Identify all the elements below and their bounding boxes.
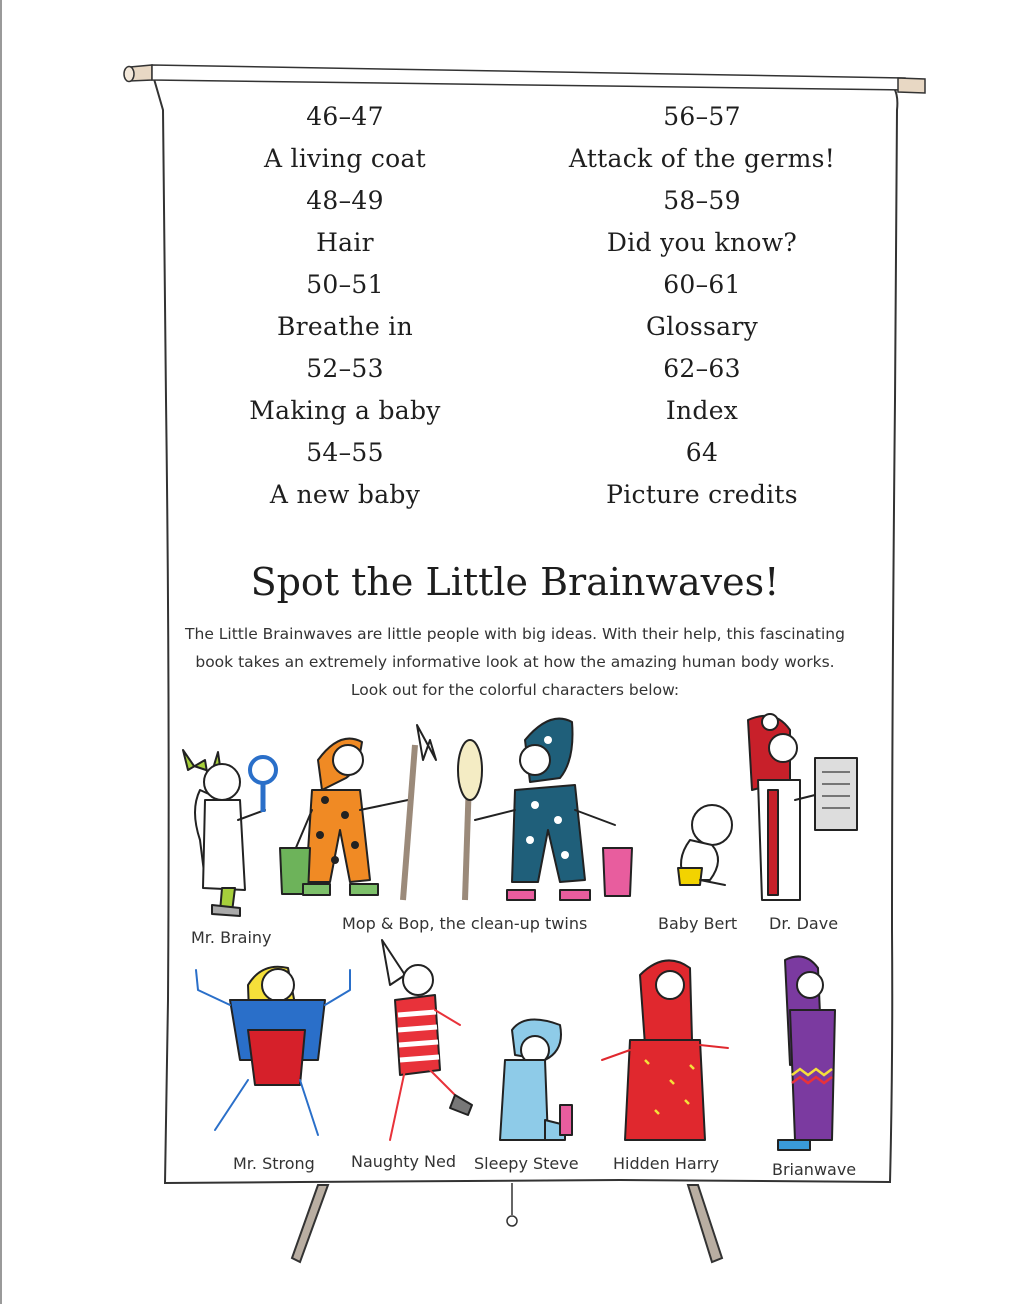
character-label: Sleepy Steve (474, 1154, 579, 1173)
character-label: Mr. Strong (233, 1154, 315, 1173)
toc-page-range: 62–63 (663, 354, 741, 383)
character-label: Baby Bert (658, 914, 738, 933)
character-label: Hidden Harry (613, 1154, 720, 1173)
toc-page-range: 52–53 (306, 354, 384, 383)
toc-title: Did you know? (606, 228, 798, 257)
toc-title: A new baby (269, 480, 421, 509)
pull-string (507, 1183, 517, 1226)
toc-page-range: 64 (685, 438, 719, 467)
intro-paragraph: The Little Brainwaves are little people with big ideas. With their help, this fascinating book takes an extremely informative look at how the amazing human body works. Look out for the colorful characters below: (185, 625, 845, 699)
toc-title: A living coat (263, 144, 427, 173)
toc-entry[interactable] (512, 348, 892, 432)
toc-title: Attack of the germs! (568, 144, 836, 173)
character-label: Mr. Brainy (191, 928, 272, 947)
toc-title: Index (665, 396, 739, 425)
toc-page-range: 60–61 (663, 270, 741, 299)
toc-page-range: 46–47 (306, 102, 384, 131)
toc-page-range: 50–51 (306, 270, 384, 299)
toc-entry[interactable] (512, 432, 892, 516)
character-label: Dr. Dave (769, 914, 839, 933)
toc-left-column (155, 96, 535, 516)
character-label: Naughty Ned (351, 1152, 457, 1171)
toc-title: Picture credits (606, 480, 798, 509)
toc-entry[interactable] (155, 348, 535, 432)
toc-page-range: 54–55 (306, 438, 384, 467)
toc-title: Making a baby (249, 396, 441, 425)
section-heading: Spot the Little Brainwaves! (250, 560, 780, 604)
toc-right-column (512, 96, 892, 516)
toc-entry[interactable] (155, 264, 535, 348)
toc-entry[interactable] (512, 96, 892, 180)
character-label: Mop & Bop, the clean-up twins (342, 914, 588, 933)
toc-page-range: 58–59 (663, 186, 741, 215)
toc-entry[interactable] (155, 96, 535, 180)
toc-entry[interactable] (155, 180, 535, 264)
character-label: Brianwave (772, 1160, 857, 1179)
toc-title: Breathe in (276, 312, 413, 341)
toc-page-range: 56–57 (663, 102, 741, 131)
toc-page-range: 48–49 (306, 186, 384, 215)
toc-entry[interactable] (155, 432, 535, 516)
toc-title: Hair (316, 228, 374, 257)
toc-entry[interactable] (512, 264, 892, 348)
toc-entry[interactable] (512, 180, 892, 264)
toc-title: Glossary (645, 312, 759, 341)
